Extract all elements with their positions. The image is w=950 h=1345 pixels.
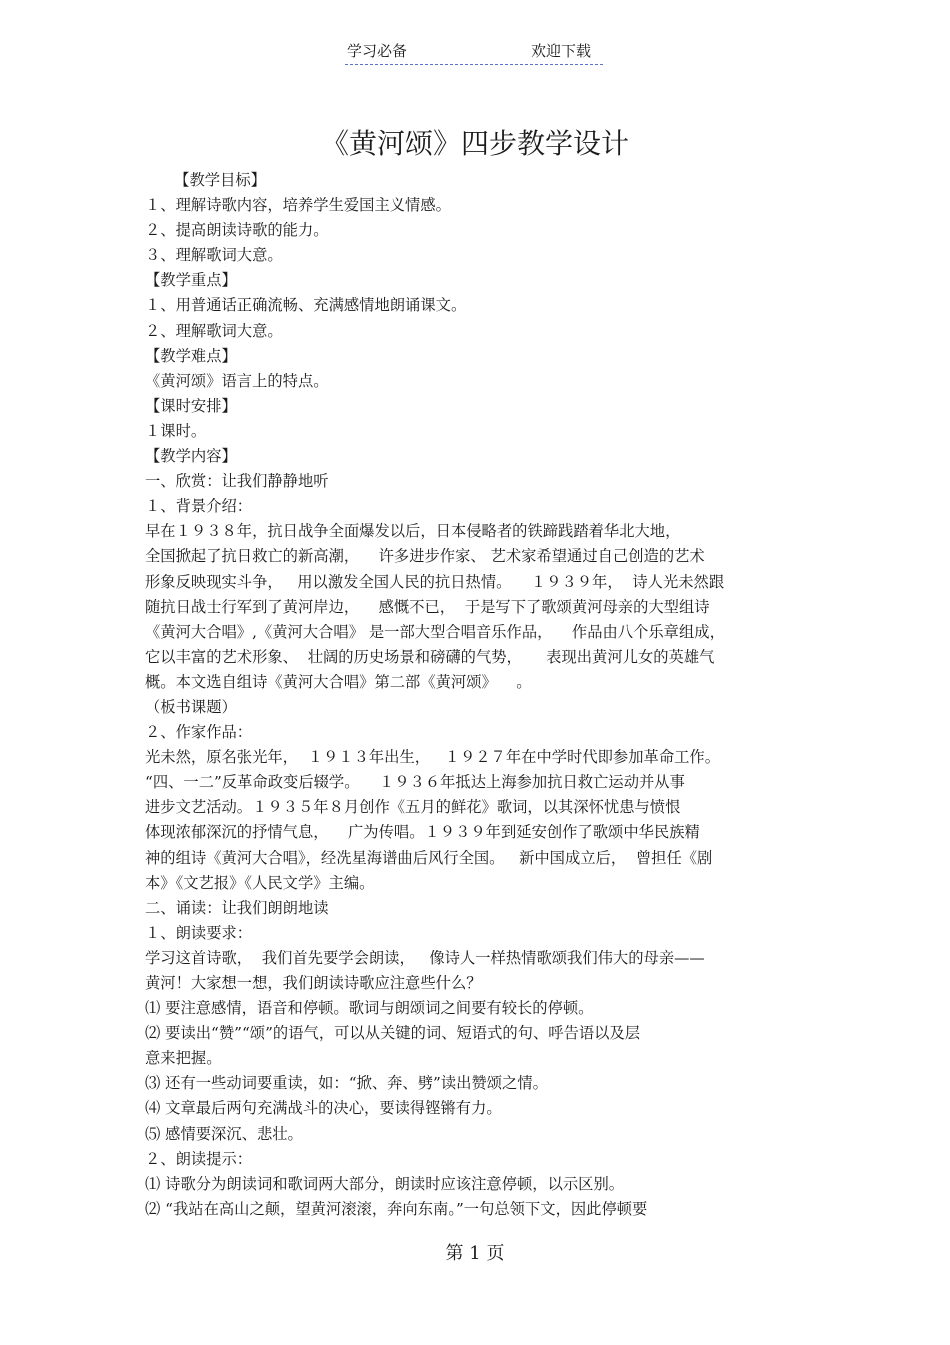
text-line: ３、理解歌词大意。 xyxy=(145,246,283,265)
text-line: ⑵ 要读出“赞”“颂”的语气，可以从关键的词、短语式的句、呼告语以及层 xyxy=(145,1024,641,1043)
text-line: 神的组诗《黄河大合唱》，经冼星海谱曲后风行全国。 新中国成立后， 曾担任《剧 xyxy=(145,848,713,867)
text-line: ⑶ 还有一些动词要重读，如：“掀、奔、劈”读出赞颂之情。 xyxy=(145,1074,548,1093)
text-line: 意来把握。 xyxy=(145,1049,222,1068)
text-line: ⑷ 文章最后两句充满战斗的决心，要读得铿锵有力。 xyxy=(145,1099,502,1118)
text-line: １、背景介绍： xyxy=(145,497,253,516)
text-line: 体现浓郁深沉的抒情气息， 广为传唱。１９３９年到延安创作了歌颂中华民族精 xyxy=(145,823,700,842)
text-line: 进步文艺活动。１９３５年８月创作《五月的鲜花》歌词，以其深怀忧患与愤恨 xyxy=(145,798,681,817)
text-line: 早在１９３８年，抗日战争全面爆发以后，日本侵略者的铁蹄践踏着华北大地， xyxy=(145,522,681,541)
text-line: １课时。 xyxy=(145,421,207,440)
text-line: 光未然，原名张光年， １９１３年出生， １９２７年在中学时代即参加革命工作。 xyxy=(145,748,721,767)
text-line: ⑴ 要注意感情，语音和停顿。歌词与朗颂词之间要有较长的停顿。 xyxy=(145,999,594,1018)
text-line: ２、朗读提示： xyxy=(145,1149,253,1168)
text-line: ２、提高朗读诗歌的能力。 xyxy=(145,221,329,240)
text-line: ⑴ 诗歌分为朗读词和歌词两大部分，朗读时应该注意停顿，以示区别。 xyxy=(145,1174,625,1193)
text-line: 全国掀起了抗日救亡的新高潮， 许多进步作家、 艺术家希望通过自己创造的艺术 xyxy=(145,547,705,566)
text-line: 《黄河颂》语言上的特点。 xyxy=(145,371,329,390)
document-body xyxy=(145,168,815,1222)
text-line: 【教学重点】 xyxy=(145,271,237,290)
text-line: ⑸ 感情要深沉、悲壮。 xyxy=(145,1124,303,1143)
text-line: 形象反映现实斗争， 用以激发全国人民的抗日热情。 １９３９年， 诗人光未然跟 xyxy=(145,572,725,591)
text-line: “四、一二”反革命政变后辍学。 １９３６年抵达上海参加抗日救亡运动并从事 xyxy=(145,773,685,792)
page-number: 第 1 页 xyxy=(445,1243,505,1264)
text-line: 【教学内容】 xyxy=(145,447,237,466)
text-line: ２、作家作品： xyxy=(145,723,253,742)
text-line: 概。本文选自组诗《黄河大合唱》第二部《黄河颂》 。 xyxy=(145,672,532,691)
text-line: 本》《文艺报》《人民文学》主编。 xyxy=(145,873,375,892)
text-line: 二、诵读：让我们朗朗地读 xyxy=(145,898,329,917)
text-line: 随抗日战士行军到了黄河岸边， 感慨不已， 于是写下了歌颂黄河母亲的大型组诗 xyxy=(145,597,710,616)
text-line: 【教学难点】 xyxy=(145,346,237,365)
text-line: 黄河！大家想一想，我们朗读诗歌应注意些什么？ xyxy=(145,974,482,992)
text-line: 学习这首诗歌， 我们首先要学会朗读， 像诗人一样热情歌颂我们伟大的母亲—— xyxy=(145,948,705,967)
text-line: １、朗读要求： xyxy=(145,923,253,942)
text-line: 【教学目标】 xyxy=(145,171,266,189)
text-line: １、理解诗歌内容，培养学生爱国主义情感。 xyxy=(145,196,451,215)
page-header xyxy=(345,40,603,65)
text-line: 它以丰富的艺术形象、 壮阔的历史场景和磅礴的气势， 表现出黄河儿女的英雄气 xyxy=(145,647,715,666)
text-line: 【课时安排】 xyxy=(145,396,237,415)
text-line: 一、欣赏：让我们静静地听 xyxy=(145,472,329,491)
text-line: （板书课题） xyxy=(145,697,237,716)
text-line: ２、理解歌词大意。 xyxy=(145,321,283,340)
text-line: ⑵ “我站在高山之颠，望黄河滚滚，奔向东南。”一句总领下文，因此停顿要 xyxy=(145,1199,648,1218)
text-line: 《黄河大合唱》,《黄河大合唱》 是一部大型合唱音乐作品， 作品由八个乐章组成， xyxy=(145,622,725,641)
text-line: １、用普通话正确流畅、充满感情地朗诵课文。 xyxy=(145,296,467,315)
header-right-text: 欢迎下载 xyxy=(531,42,592,60)
document-title: 《黄河颂》四步教学设计 xyxy=(320,127,629,160)
header-left-text: 学习必备 xyxy=(347,42,408,60)
